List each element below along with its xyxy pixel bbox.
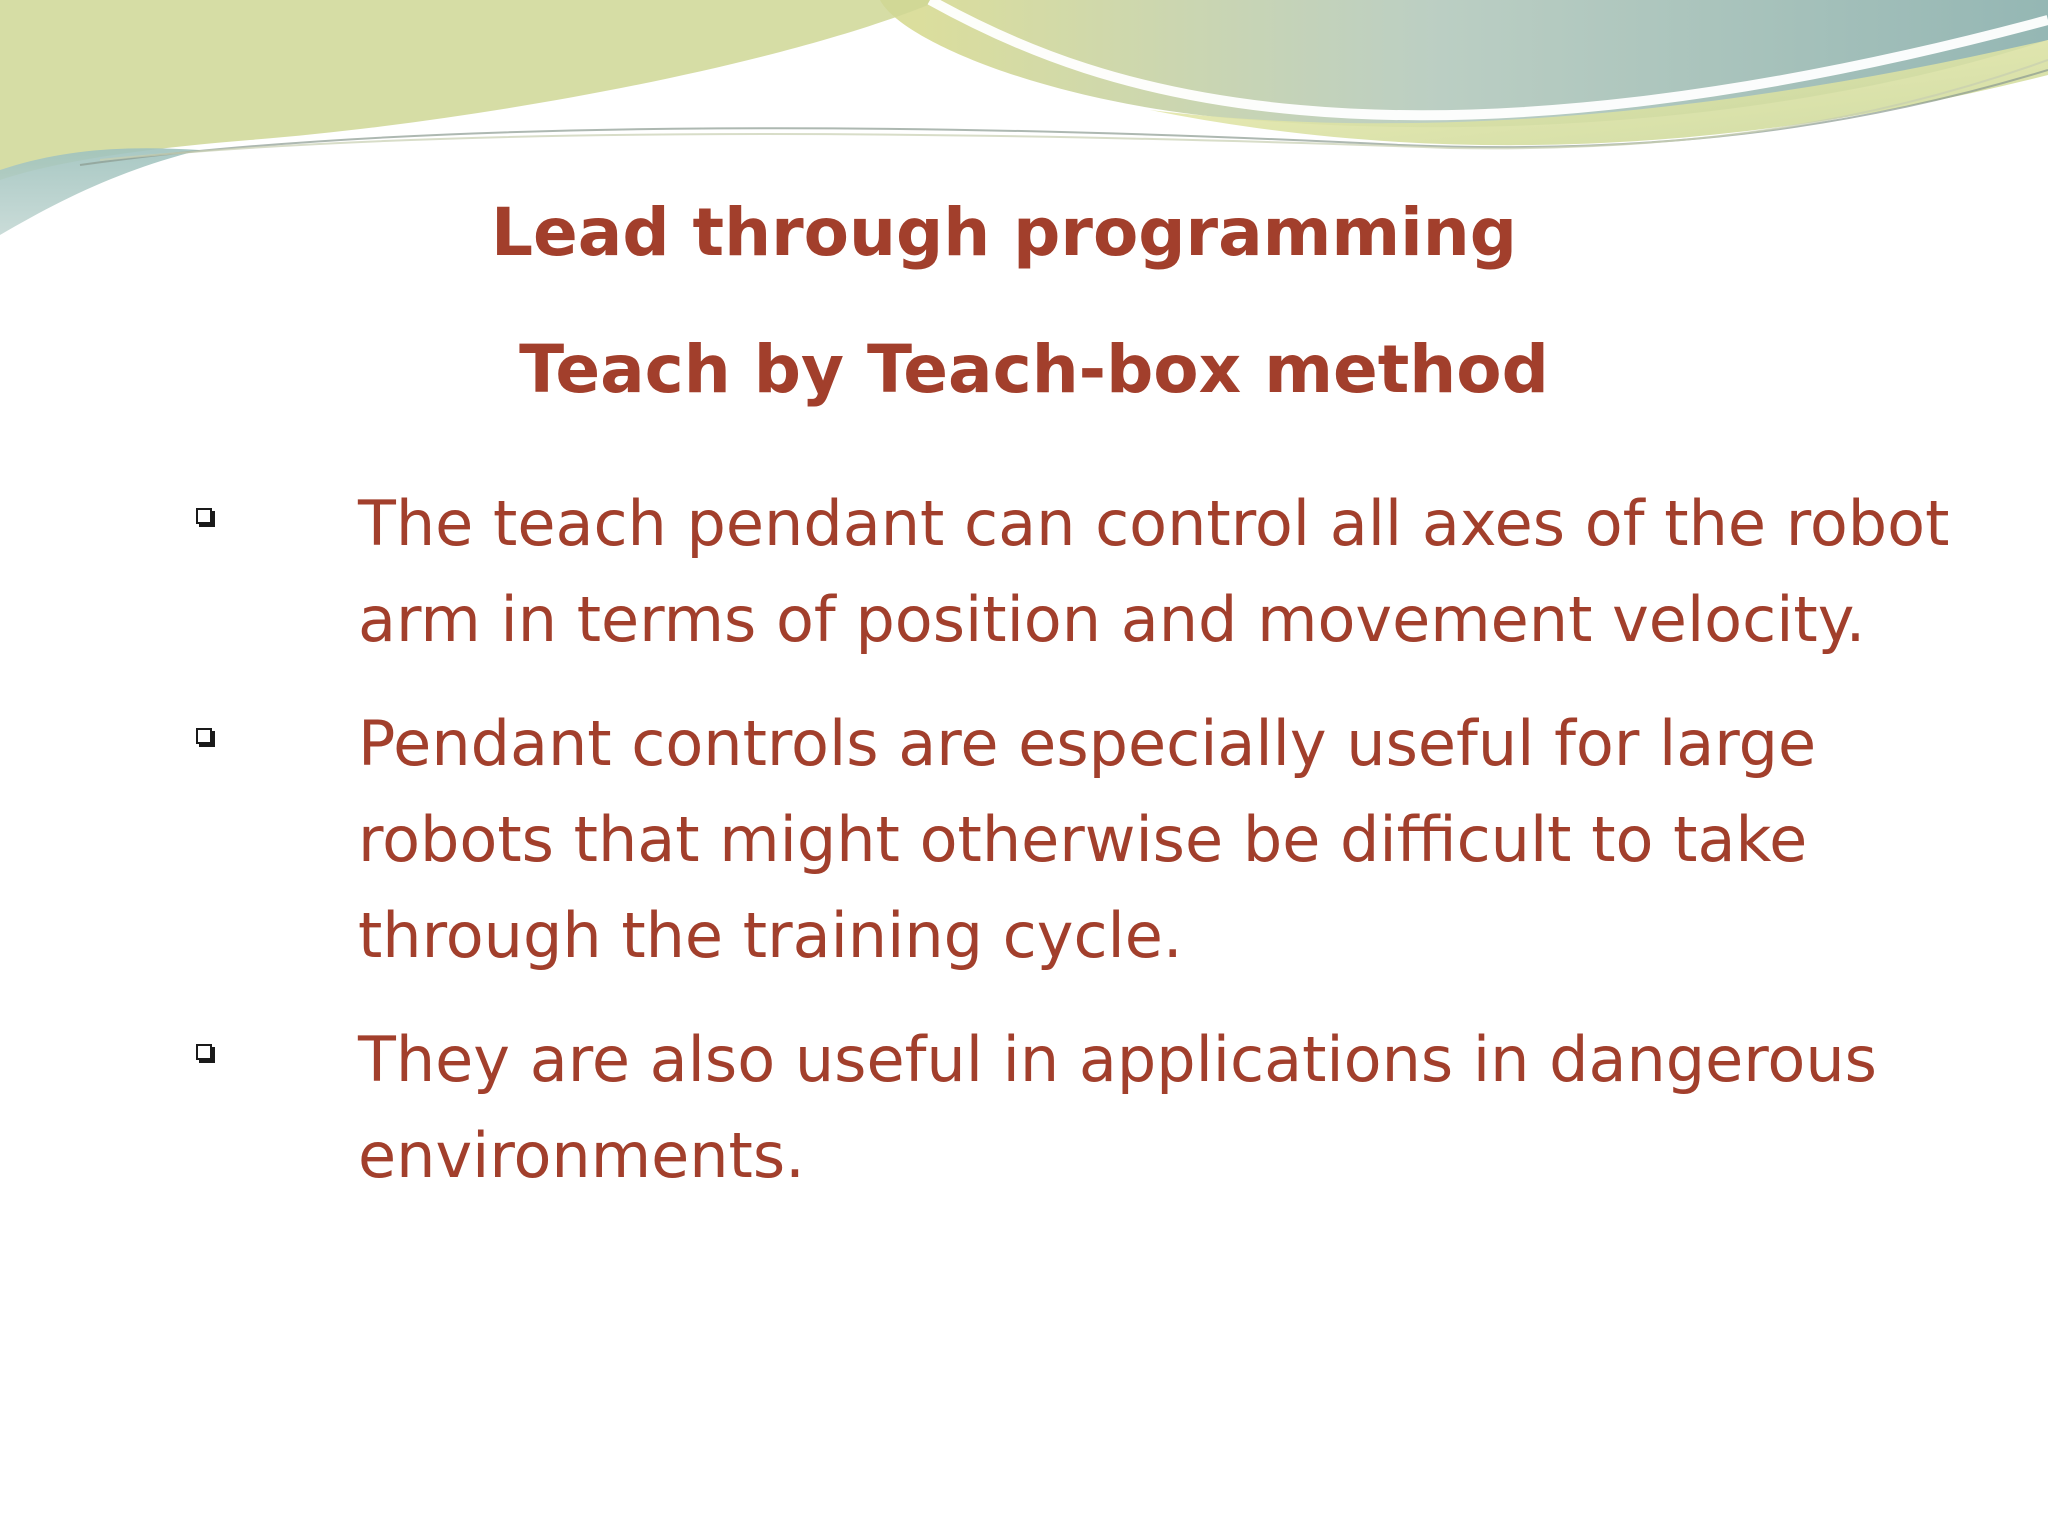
bullet-text: The teach pendant can control all axes of the robot arm in terms of position and movement velocity. <box>358 487 1950 656</box>
square-checkbox-bullet-icon <box>196 508 212 524</box>
square-checkbox-bullet-icon <box>196 1044 212 1060</box>
bullet-item <box>196 1012 1996 1204</box>
slide-title: Lead through programming <box>490 194 1518 271</box>
bullet-item <box>196 696 1996 984</box>
bullet-text: They are also useful in applications in dangerous environments. <box>358 1023 1877 1192</box>
bullet-text: Pendant controls are especially useful for large robots that might otherwise be difficult to take through the training cycle. <box>358 707 1817 972</box>
bullet-list <box>196 476 1996 1232</box>
square-checkbox-bullet-icon <box>196 728 212 744</box>
bullet-item <box>196 476 1996 668</box>
slide-subtitle: Teach by Teach-box method <box>519 331 1549 408</box>
